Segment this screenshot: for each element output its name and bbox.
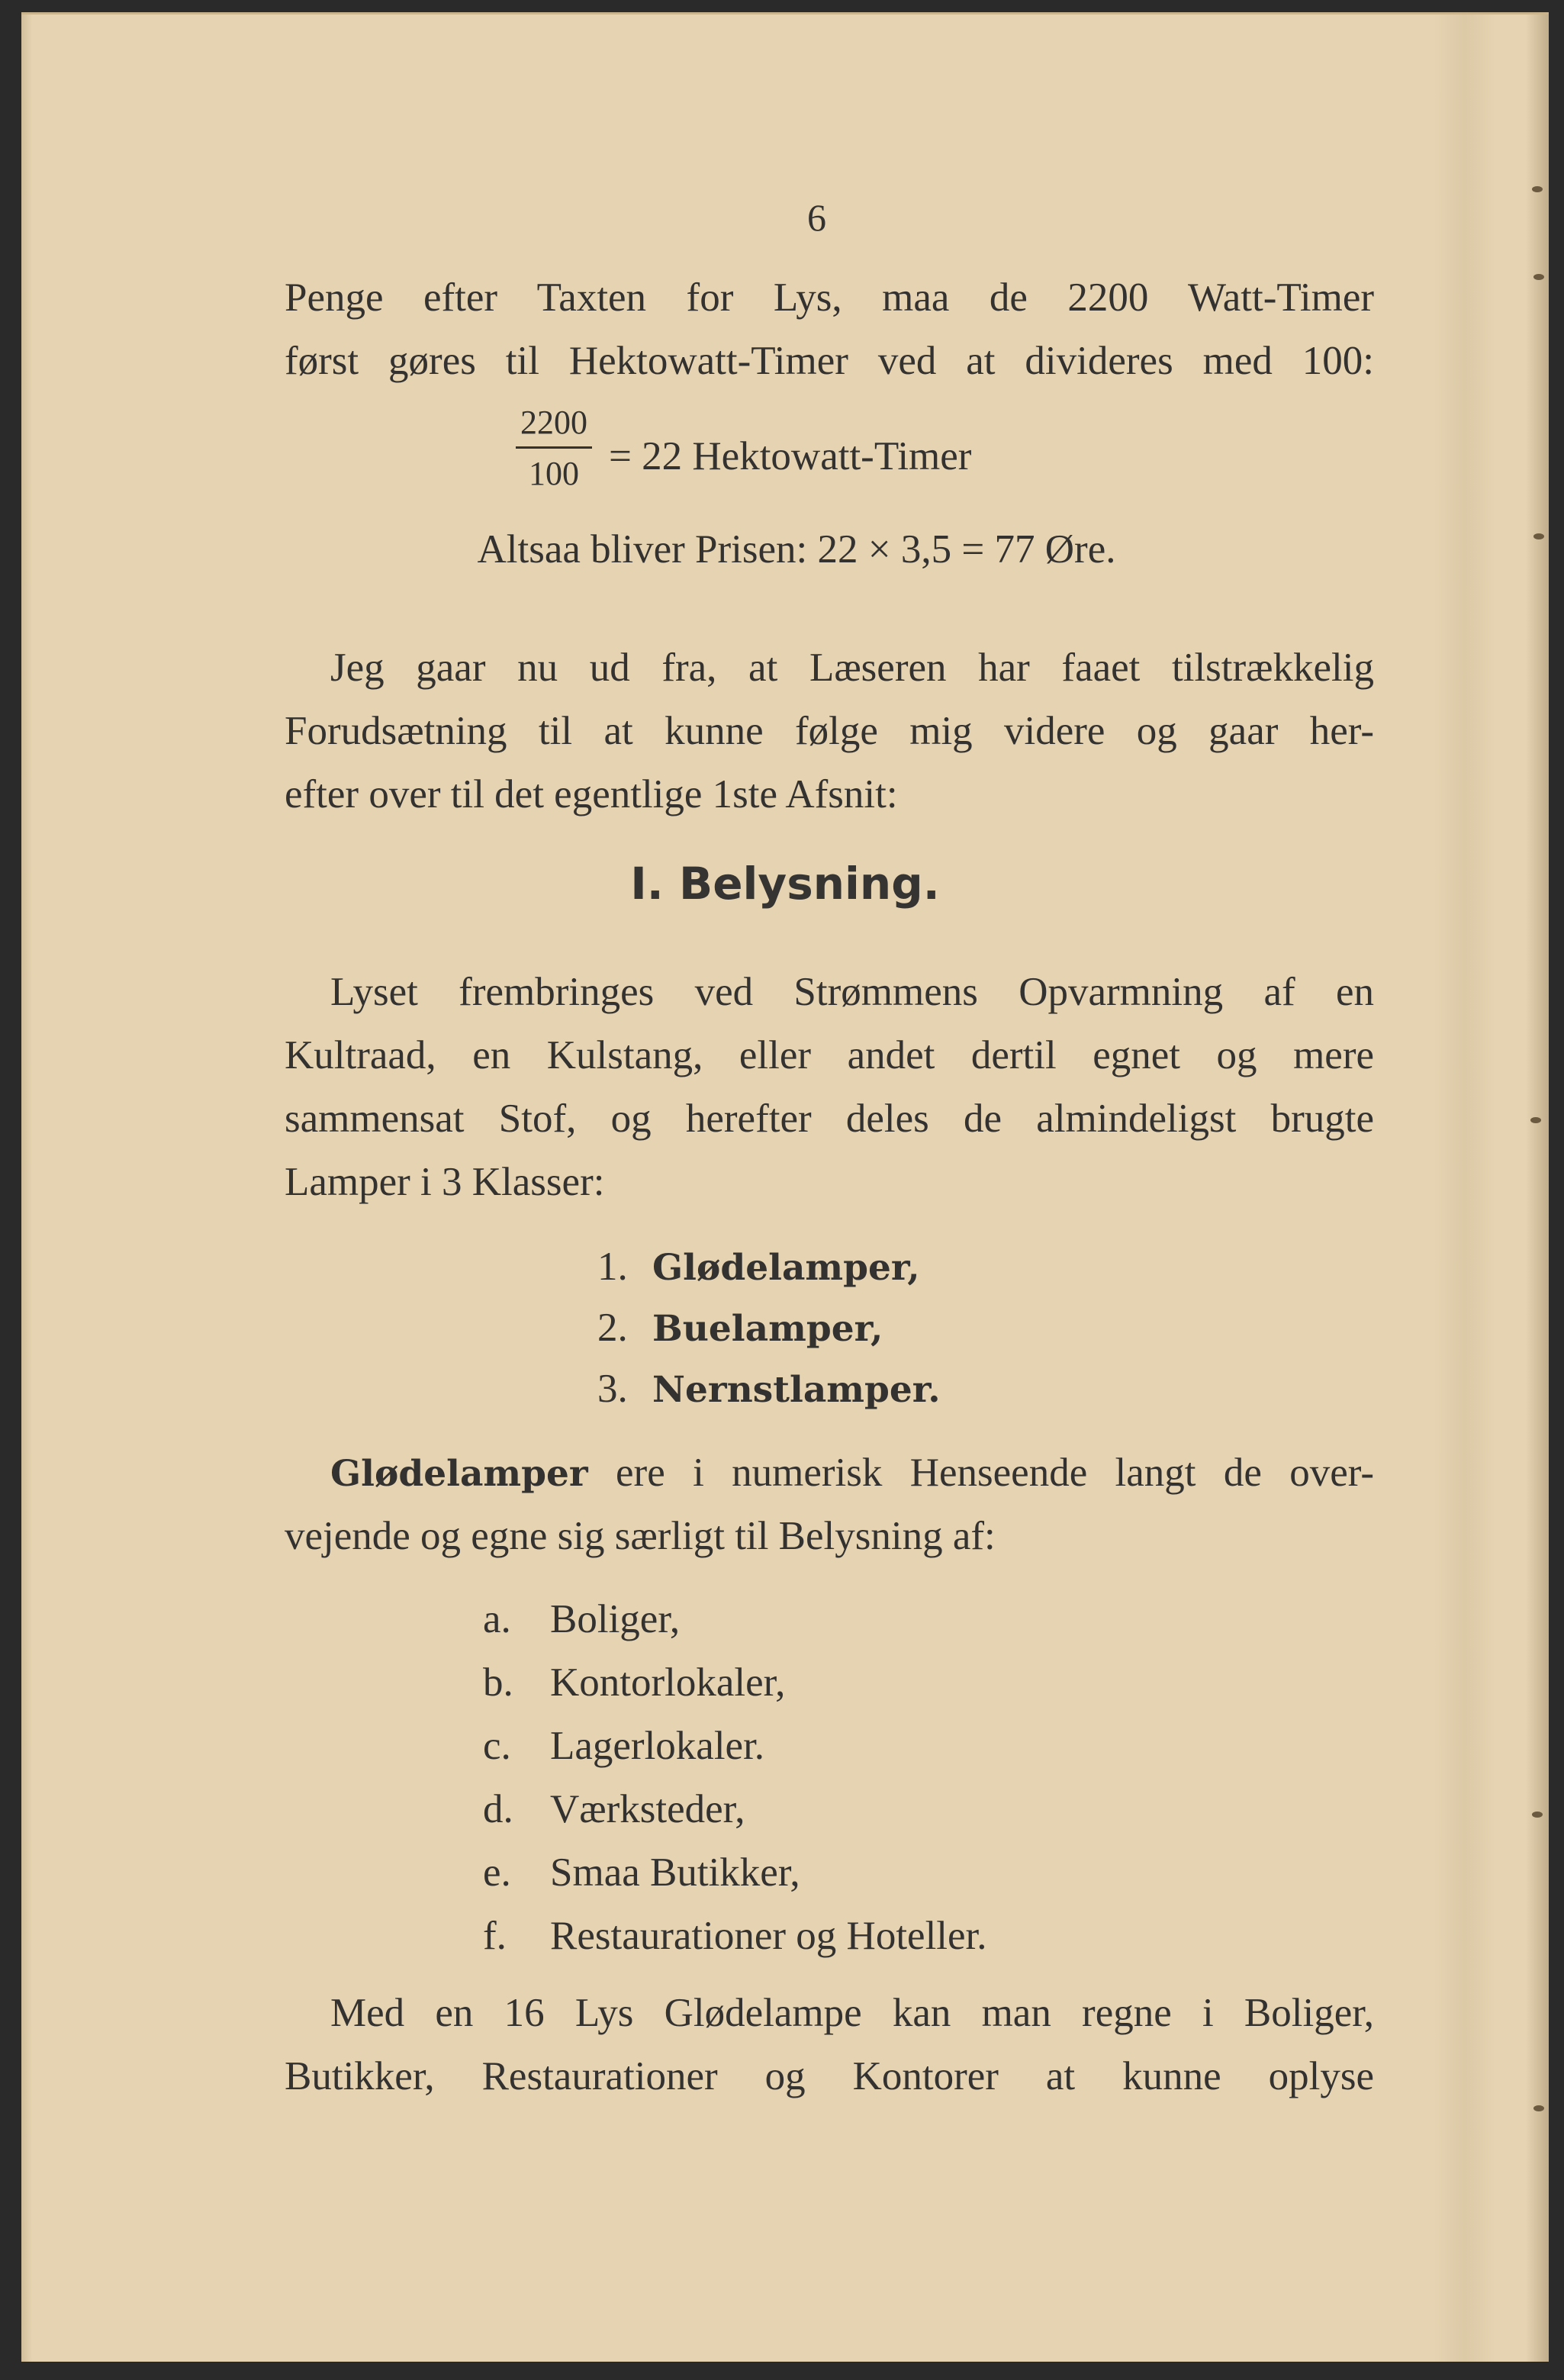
bold-term: Glødelamper bbox=[330, 1453, 588, 1495]
equation-result: = 22 Hektowatt-Timer bbox=[609, 434, 972, 478]
use-item bbox=[483, 1715, 764, 1778]
paragraph-line: efter over til det egentlige 1ste Afsnit: bbox=[285, 772, 898, 816]
paragraph-line: først gøres til Hektowatt-Timer ved at divideres med 100: bbox=[285, 339, 1374, 383]
use-item bbox=[483, 1841, 800, 1905]
lamp-class-item bbox=[597, 1235, 920, 1299]
use-item bbox=[483, 1588, 680, 1651]
binding-stitch bbox=[1532, 1812, 1543, 1818]
paragraph-line: vejende og egne sig særligt til Belysning af: bbox=[285, 1514, 996, 1558]
binding-stitch bbox=[1533, 533, 1544, 539]
binding-stitch bbox=[1530, 1117, 1541, 1123]
list-number: 3. bbox=[597, 1367, 628, 1411]
list-label: Lagerlokaler. bbox=[550, 1724, 765, 1768]
paragraph-line: Forudsætning til at kunne følge mig videre og gaar her- bbox=[285, 709, 1374, 753]
list-number: 2. bbox=[597, 1306, 628, 1350]
list-letter: e. bbox=[483, 1850, 511, 1895]
use-item bbox=[483, 1905, 987, 1968]
list-label: Boliger, bbox=[550, 1597, 681, 1641]
list-label: Buelamper, bbox=[652, 1308, 883, 1350]
paragraph-line: Lyset frembringes ved Strømmens Opvarmning af en bbox=[330, 970, 1374, 1014]
list-number: 1. bbox=[597, 1245, 628, 1289]
paragraph-line: sammensat Stof, og herefter deles de almindeligst brugte bbox=[285, 1097, 1374, 1141]
fraction-bar bbox=[516, 446, 592, 449]
fraction-denominator: 100 bbox=[529, 455, 579, 492]
paragraph-line: Kultraad, en Kulstang, eller andet dertil egnet og mere bbox=[285, 1033, 1374, 1077]
paragraph-line bbox=[330, 1441, 1374, 1506]
fraction-numerator: 2200 bbox=[520, 404, 587, 441]
list-label: Værksteder, bbox=[550, 1787, 745, 1831]
book-page bbox=[21, 12, 1549, 2362]
list-letter: b. bbox=[483, 1660, 513, 1705]
use-item bbox=[483, 1651, 785, 1715]
lamp-class-item bbox=[597, 1357, 941, 1422]
list-label: Glødelamper, bbox=[652, 1247, 920, 1289]
list-label: Restaurationer og Hoteller. bbox=[550, 1914, 987, 1958]
list-letter: d. bbox=[483, 1787, 513, 1831]
paragraph-line: Med en 16 Lys Glødelampe kan man regne i Boliger, bbox=[330, 1991, 1374, 2035]
list-label: Smaa Butikker, bbox=[550, 1850, 800, 1895]
paragraph-line: Penge efter Taxten for Lys, maa de 2200 Watt-Timer bbox=[285, 275, 1374, 320]
list-letter: a. bbox=[483, 1597, 511, 1641]
binding-stitch bbox=[1533, 2105, 1544, 2111]
section-heading: I. Belysning. bbox=[630, 858, 940, 910]
lamp-class-item bbox=[597, 1296, 883, 1361]
paragraph-line: Butikker, Restaurationer og Kontorer at kunne oplyse bbox=[285, 2054, 1374, 2098]
paragraph-line: Jeg gaar nu ud fra, at Læseren har faaet tilstrækkelig bbox=[330, 646, 1374, 690]
paragraph-text: ere i numerisk Henseende langt de over- bbox=[616, 1451, 1374, 1495]
list-letter: c. bbox=[483, 1724, 511, 1768]
use-item bbox=[483, 1778, 745, 1841]
list-label: Kontorlokaler, bbox=[550, 1660, 786, 1705]
fraction bbox=[516, 404, 592, 493]
price-equation: Altsaa bliver Prisen: 22 × 3,5 = 77 Øre. bbox=[477, 527, 1116, 572]
list-label: Nernstlamper. bbox=[652, 1369, 941, 1411]
paragraph-line: Lamper i 3 Klasser: bbox=[285, 1160, 605, 1204]
page-number: 6 bbox=[807, 196, 826, 239]
binding-stitch bbox=[1533, 274, 1544, 280]
list-letter: f. bbox=[483, 1914, 507, 1958]
binding-stitch bbox=[1532, 186, 1543, 192]
